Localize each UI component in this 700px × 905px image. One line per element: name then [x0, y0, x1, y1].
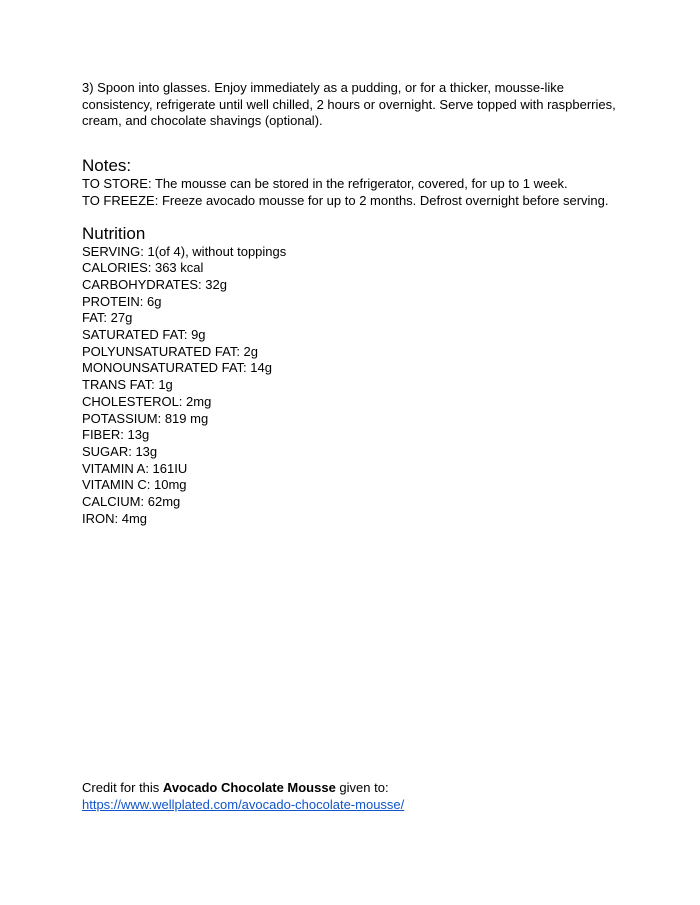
nutrition-item: SATURATED FAT: 9g	[82, 327, 206, 343]
step-3-line: consistency, refrigerate until well chilled, 2 hours or overnight. Serve topped with raspberries,	[82, 96, 616, 112]
credit-suffix: given to:	[335, 780, 389, 795]
nutrition-item: TRANS FAT: 1g	[82, 377, 173, 393]
nutrition-item: FAT: 27g	[82, 310, 133, 326]
nutrition-item: CHOLESTEROL: 2mg	[82, 393, 212, 409]
credit-link[interactable]: https://www.wellplated.com/avocado-chocolate-mousse/	[82, 796, 405, 812]
note-freeze-label: TO FREEZE:	[82, 192, 159, 208]
nutrition-item: CALORIES: 363 kcal	[82, 260, 204, 276]
note-store	[82, 176, 622, 193]
credit-section	[82, 780, 642, 813]
note-freeze-text: Freeze avocado mousse for up to 2 months. Defrost overnight before serving.	[158, 192, 609, 208]
note-store-text: The mousse can be stored in the refrigerator, covered, for up to 1 week.	[151, 176, 568, 192]
note-freeze	[82, 193, 622, 210]
credit-line	[82, 780, 642, 797]
nutrition-list	[82, 244, 622, 528]
credit-recipe-name: Avocado Chocolate Mousse	[162, 780, 336, 795]
notes-heading: Notes:	[82, 156, 132, 176]
step-3-line: cream, and chocolate shavings (optional).	[82, 113, 323, 129]
nutrition-item: PROTEIN: 6g	[82, 293, 162, 309]
note-store-label: TO STORE:	[82, 176, 152, 192]
credit-prefix: Credit for this	[82, 780, 163, 795]
nutrition-item: MONOUNSATURATED FAT: 14g	[82, 360, 272, 376]
step-3-paragraph	[82, 80, 622, 130]
step-3-line: 3) Spoon into glasses. Enjoy immediately as a pudding, or for a thicker, mousse-like	[82, 80, 564, 95]
nutrition-item: VITAMIN C: 10mg	[82, 477, 187, 493]
nutrition-item: VITAMIN A: 161IU	[82, 460, 188, 476]
nutrition-item: SUGAR: 13g	[82, 443, 158, 459]
nutrition-heading: Nutrition	[82, 223, 146, 243]
nutrition-item: CALCIUM: 62mg	[82, 494, 181, 510]
nutrition-item: CARBOHYDRATES: 32g	[82, 276, 227, 292]
nutrition-item: POTASSIUM: 819 mg	[82, 410, 209, 426]
nutrition-item: POLYUNSATURATED FAT: 2g	[82, 343, 259, 359]
nutrition-item: IRON: 4mg	[82, 510, 148, 526]
nutrition-item: SERVING: 1(of 4), without toppings	[82, 243, 287, 259]
document-page	[82, 80, 622, 527]
nutrition-item: FIBER: 13g	[82, 427, 150, 443]
